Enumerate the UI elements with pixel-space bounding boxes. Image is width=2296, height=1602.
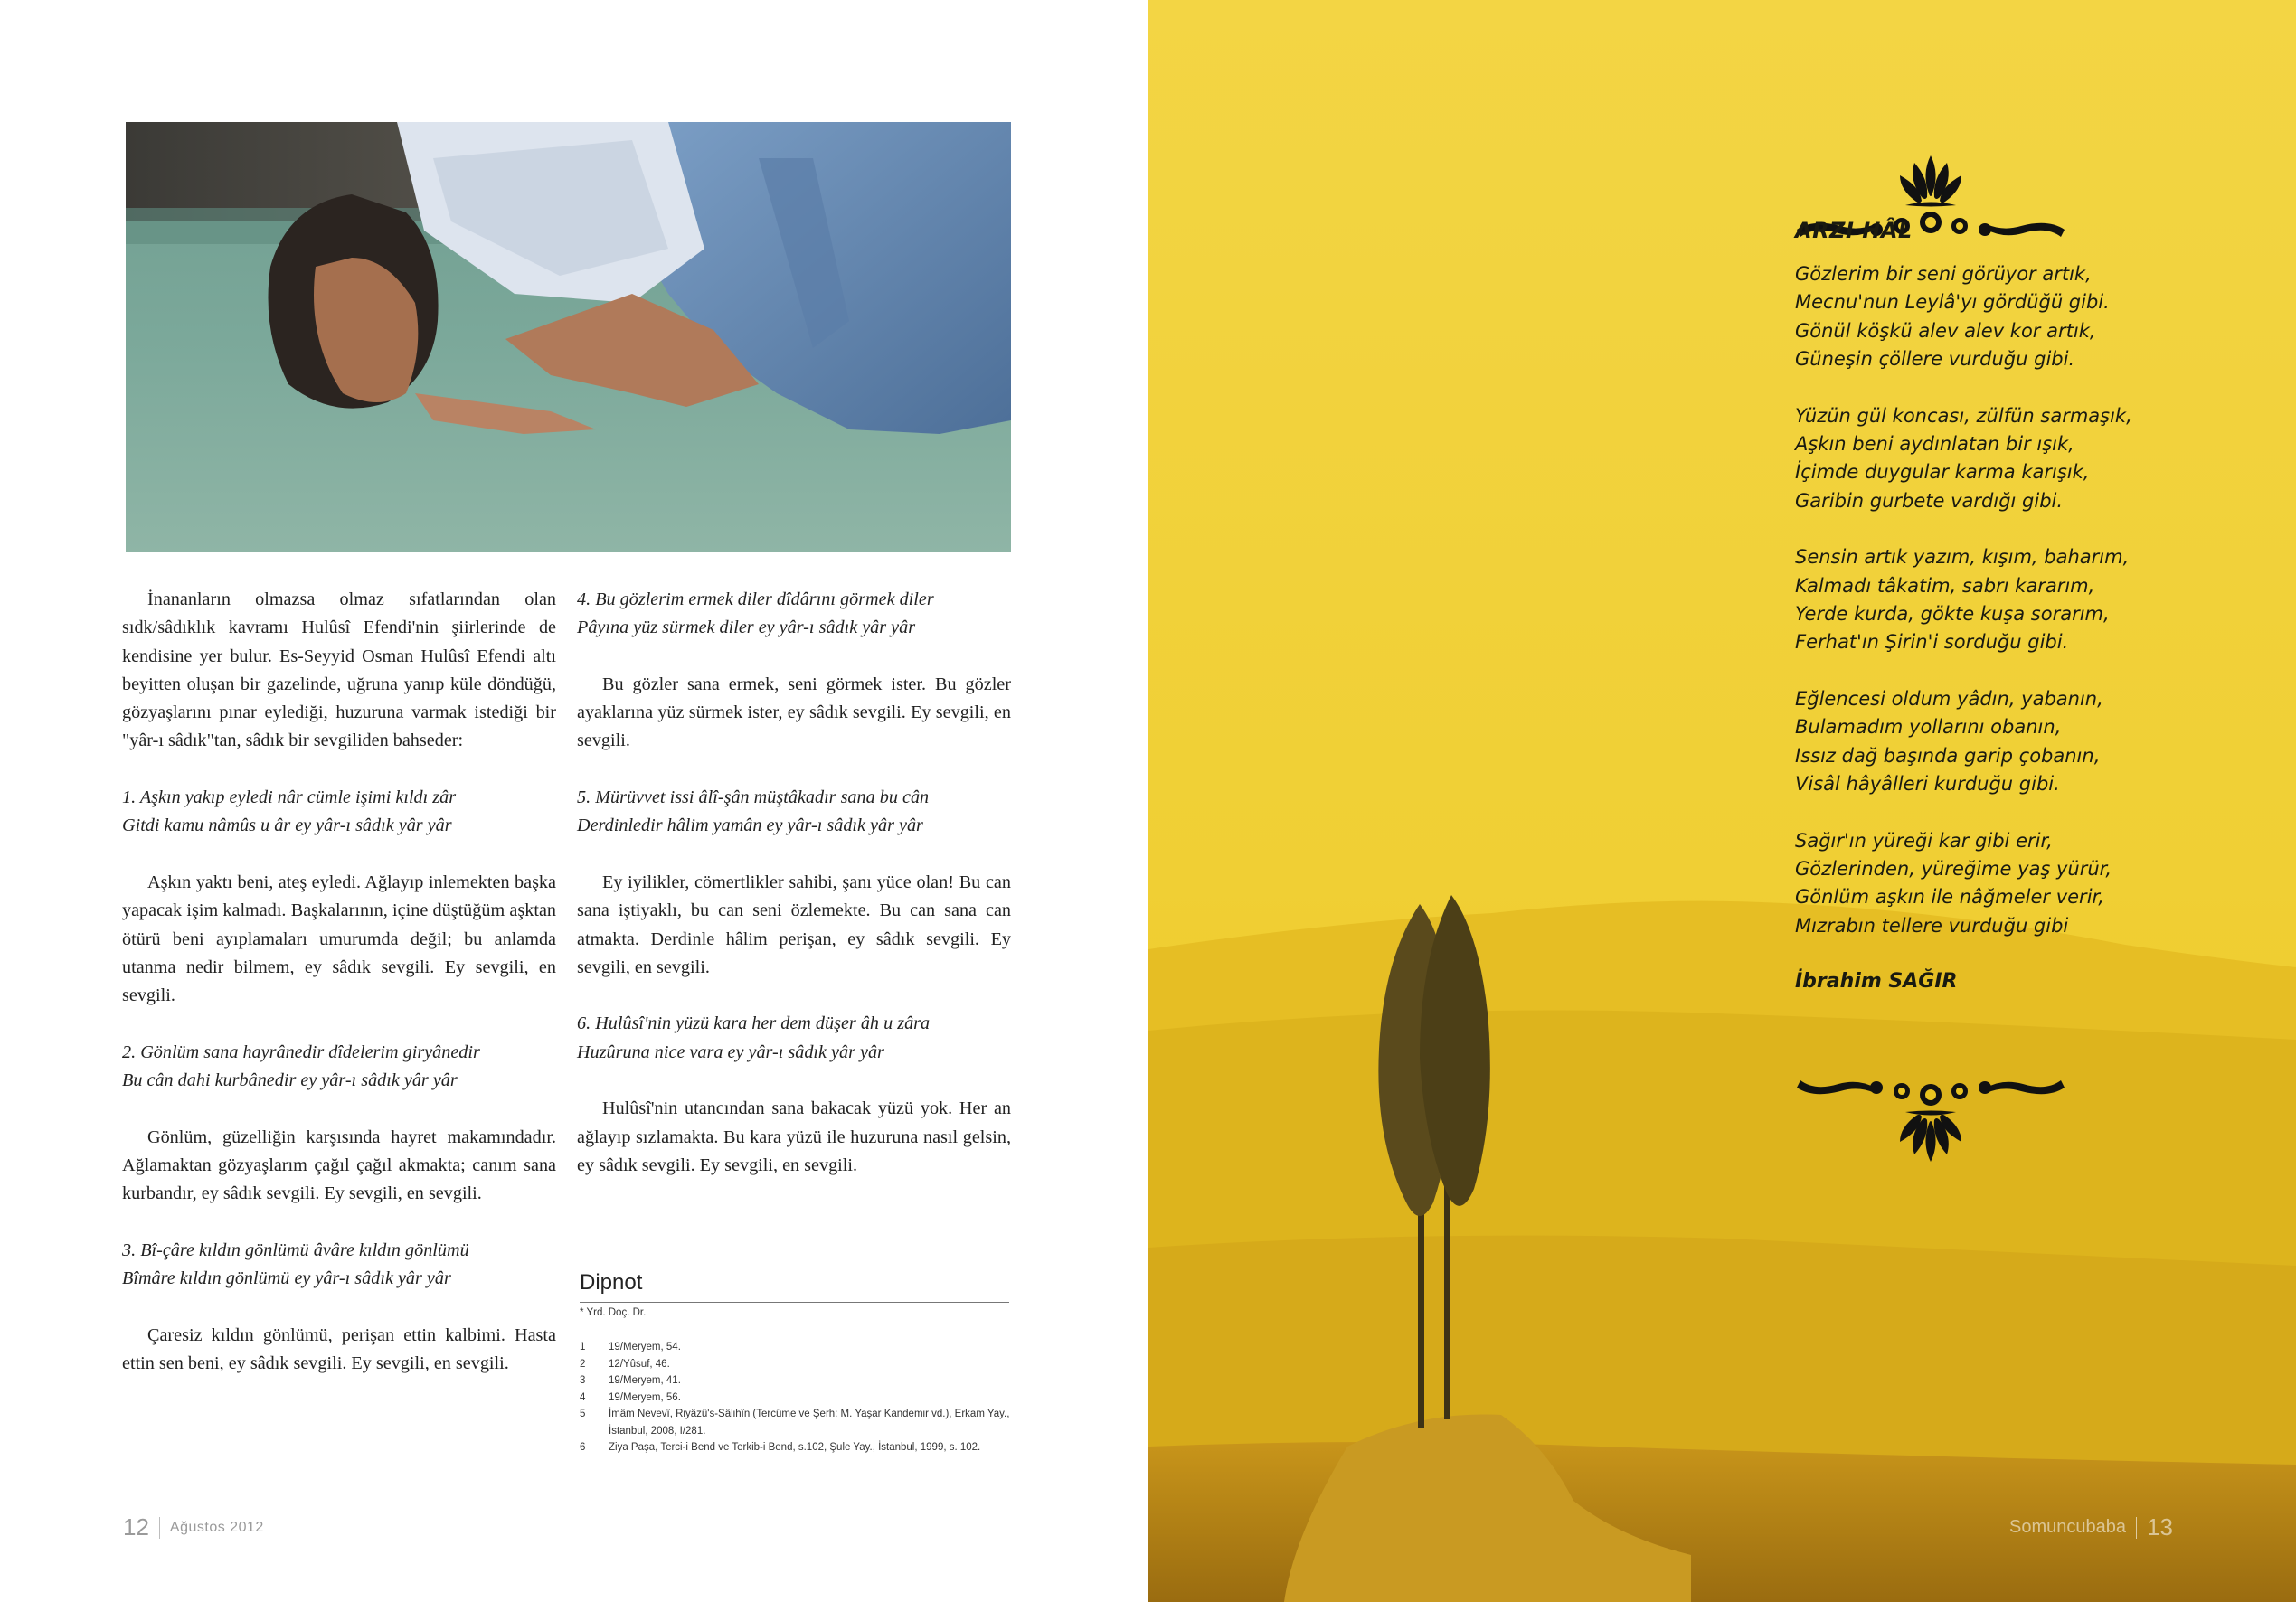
paragraph-gap — [577, 982, 1011, 1010]
paragraph-gap — [577, 841, 1011, 869]
poem-line: Ferhat'ın Şirin'i sorduğu gibi. — [1795, 631, 2069, 654]
folio-separator — [2136, 1517, 2137, 1539]
poem-stanza — [1795, 827, 2229, 941]
poem-line: Garibin gurbete vardığı gibi. — [1795, 489, 2064, 512]
footnote-text: 19/Meryem, 41. — [609, 1375, 681, 1386]
footnote-list — [580, 1339, 1014, 1456]
issue-date: Ağustos 2012 — [169, 1519, 264, 1535]
poem-line: Bulamadım yollarını obanın, — [1795, 716, 2062, 739]
footnote-number: 1 — [580, 1342, 586, 1352]
poem-author: İbrahim SAĞIR — [1795, 970, 1958, 994]
poem-line: Visâl hâyâlleri kurduğu gibi. — [1795, 773, 2060, 796]
ornament-bottom — [1795, 1071, 2066, 1166]
poem-stanzas — [1795, 260, 2229, 940]
poem-line: Mızrabın tellere vurduğu gibi — [1795, 914, 2069, 937]
poem-line: Güneşin çöllere vurduğu gibi. — [1795, 348, 2075, 371]
poem-line: Sağır'ın yüreği kar gibi erir, — [1795, 829, 2053, 852]
footnote-item — [580, 1390, 1014, 1407]
paragraph-gap — [577, 1067, 1011, 1095]
poem-line: İçimde duygular karma karışık, — [1795, 461, 2090, 484]
footnote-text: 19/Meryem, 56. — [609, 1391, 681, 1403]
footnote-number: 3 — [580, 1375, 586, 1386]
verse-line: 6. Hulûsî'nin yüzü kara her dem düşer âh u zâra — [577, 1013, 931, 1034]
footnote-divider — [580, 1302, 1009, 1303]
prose-paragraph: İnananların olmazsa olmaz sıfatlarından olan sıdk/sâdıklık kavramı Hulûsî Efendi'nin şiirlerinde de kendisine yer bulur. Es-Seyyid Osman Hulûsî Efendi altı beyitten oluşan bir gazelinde, uğruna yanıp küle döndüğü, gözyaşlarını pınar eylediği, huzuruna varmak istediği bir "yâr-ı sâdık"tan, sâdık bir sevgiliden bahseder: — [122, 589, 556, 751]
footnote-author-note: * Yrd. Doç. Dr. — [580, 1307, 647, 1318]
poem-line: Sensin artık yazım, kışım, baharım, — [1795, 546, 2130, 569]
footnote-number: 5 — [580, 1409, 586, 1419]
poem-stanza — [1795, 260, 2229, 374]
verse-line: Pâyına yüz sürmek diler ey yâr-ı sâdık yâr yâr — [577, 617, 916, 638]
footnote-number: 6 — [580, 1442, 586, 1453]
prose-paragraph: Gönlüm, güzelliğin karşısında hayret makamındadır. Ağlamaktan gözyaşlarım çağıl çağıl akmakta; canım sana kurbandır, ey sâdık sevgili. Ey sevgili, en sevgili. — [122, 1126, 556, 1204]
poem-line: Issız dağ başında garip çobanın, — [1795, 744, 2101, 767]
footnote-text: 19/Meryem, 54. — [609, 1342, 681, 1352]
prayer-photo — [126, 122, 1011, 552]
poem-stanza — [1795, 402, 2229, 516]
paragraph-gap — [577, 643, 1011, 671]
article-column-2 — [577, 586, 1011, 1180]
footnote-item — [580, 1356, 1014, 1373]
prose-paragraph: Hulûsî'nin utancından sana bakacak yüzü yok. Her an ağlayıp sızlamakta. Bu kara yüzü ile huzuruna nasıl gelsin, ey sâdık sevgili. Ey sevgili, en sevgili. — [577, 1098, 1011, 1175]
right-page — [1148, 0, 2296, 1602]
paragraph-gap — [122, 756, 556, 784]
verse-line: Gitdi kamu nâmûs u âr ey yâr-ı sâdık yâr yâr — [122, 815, 452, 836]
poem-stanza — [1795, 543, 2229, 657]
page-number: 12 — [123, 1513, 149, 1541]
verse-line: 2. Gönlüm sana hayrânedir dîdelerim giryânedir — [122, 1041, 480, 1062]
paragraph-gap — [122, 841, 556, 869]
poem-line: Aşkın beni aydınlatan bir ışık, — [1795, 433, 2074, 456]
article-column-1 — [122, 586, 556, 1378]
poem-line: Gözlerinden, yüreğime yaş yürür, — [1795, 857, 2112, 880]
verse-line: 1. Aşkın yakıp eyledi nâr cümle işimi kıldı zâr — [122, 787, 457, 808]
paragraph-gap — [122, 1095, 556, 1123]
poem-title: ARZI HÂL — [1795, 218, 1913, 243]
prose-paragraph: Bu gözler sana ermek, seni görmek ister. Bu gözler ayaklarına yüz sürmek ister, ey sâdık sevgili. Ey sevgili, en sevgili. — [577, 674, 1011, 751]
verse-line: Derdinledir hâlim yamân ey yâr-ı sâdık yâr yâr — [577, 815, 923, 836]
poem-line: Yüzün gül koncası, zülfün sarmaşık, — [1795, 404, 2132, 427]
poem-stanza — [1795, 685, 2229, 799]
poem-line: Kalmadı tâkatim, sabrı kararım, — [1795, 574, 2095, 597]
poem-line: Yerde kurda, gökte kuşa sorarım, — [1795, 603, 2110, 626]
footnote-text: 12/Yûsuf, 46. — [609, 1358, 670, 1370]
poem-line: Gözlerim bir seni görüyor artık, — [1795, 263, 2092, 285]
prostrating-man-image — [126, 122, 1011, 552]
footnote-number: 2 — [580, 1358, 586, 1370]
flourish-ornament-icon — [1795, 1071, 2066, 1162]
footnote-item — [580, 1439, 1014, 1456]
verse-line: 5. Mürüvvet issi âlî-şân müştâkadır sana bu cân — [577, 787, 930, 808]
poem-line: Eğlencesi oldum yâdın, yabanın, — [1795, 687, 2103, 710]
paragraph-gap — [122, 1209, 556, 1237]
prose-paragraph: Ey iyilikler, cömertlikler sahibi, şanı yüce olan! Bu can sana iştiyaklı, bu can seni özlemekte. Bu can sana can atmakta. Derdinle hâlim perişan, ey sâdık sevgili. Ey sevgili, en sevgili. — [577, 872, 1011, 977]
prose-paragraph: Çaresiz kıldın gönlümü, perişan ettin kalbimi. Hasta ettin sen beni, ey sâdık sevgili. Ey sevgili, en sevgili. — [122, 1324, 556, 1374]
verse-line: 3. Bî-çâre kıldın gönlümü âvâre kıldın gönlümü — [122, 1239, 469, 1260]
paragraph-gap — [122, 1293, 556, 1321]
magazine-brand: Somuncubaba — [2009, 1517, 2126, 1537]
footnote-number: 4 — [580, 1391, 586, 1403]
footnote-text: İmâm Nevevî, Riyâzü's-Sâlihîn (Tercüme ve Şerh: M. Yaşar Kandemir vd.), Erkam Yay., İstanbul, 2008, I/281. — [609, 1409, 1010, 1437]
paragraph-gap — [122, 1010, 556, 1038]
paragraph-gap — [577, 756, 1011, 784]
footnote-title: Dipnot — [580, 1270, 643, 1295]
footnote-item — [580, 1372, 1014, 1390]
poem-line: Mecnu'nun Leylâ'yı gördüğü gibi. — [1795, 291, 2110, 314]
right-folio — [2009, 1513, 2173, 1541]
verse-line: Bu cân dahi kurbânedir ey yâr-ı sâdık yâr yâr — [122, 1070, 458, 1091]
folio-separator — [159, 1517, 160, 1539]
footnote-text: Ziya Paşa, Terci-i Bend ve Terkib-i Bend, s.102, Şule Yay., İstanbul, 1999, s. 102. — [609, 1442, 981, 1453]
footnote-item — [580, 1406, 1014, 1439]
left-folio — [123, 1513, 264, 1541]
footnote-item — [580, 1339, 1014, 1356]
poem-line: Gönül köşkü alev alev kor artık, — [1795, 319, 2096, 342]
poem-block — [1795, 217, 2229, 995]
verse-line: 4. Bu gözlerim ermek diler dîdârını görmek diler — [577, 589, 934, 609]
verse-line: Huzûruna nice vara ey yâr-ı sâdık yâr yâr — [577, 1041, 884, 1062]
prose-paragraph: Aşkın yaktı beni, ateş eyledi. Ağlayıp inlemekten başka yapacak işim kalmadı. Başkalarının, içine düştüğüm aşktan ötürü beni ayıplamaları umurumda değil; bu anlamda utanma nedir bilmem, ey sâdık sevgili. Ey sevgili, en sevgili. — [122, 872, 556, 1006]
page-number: 13 — [2146, 1513, 2173, 1541]
verse-line: Bîmâre kıldın gönlümü ey yâr-ı sâdık yâr yâr — [122, 1268, 451, 1289]
poem-line: Gönlüm aşkın ile nâğmeler verir, — [1795, 886, 2104, 909]
